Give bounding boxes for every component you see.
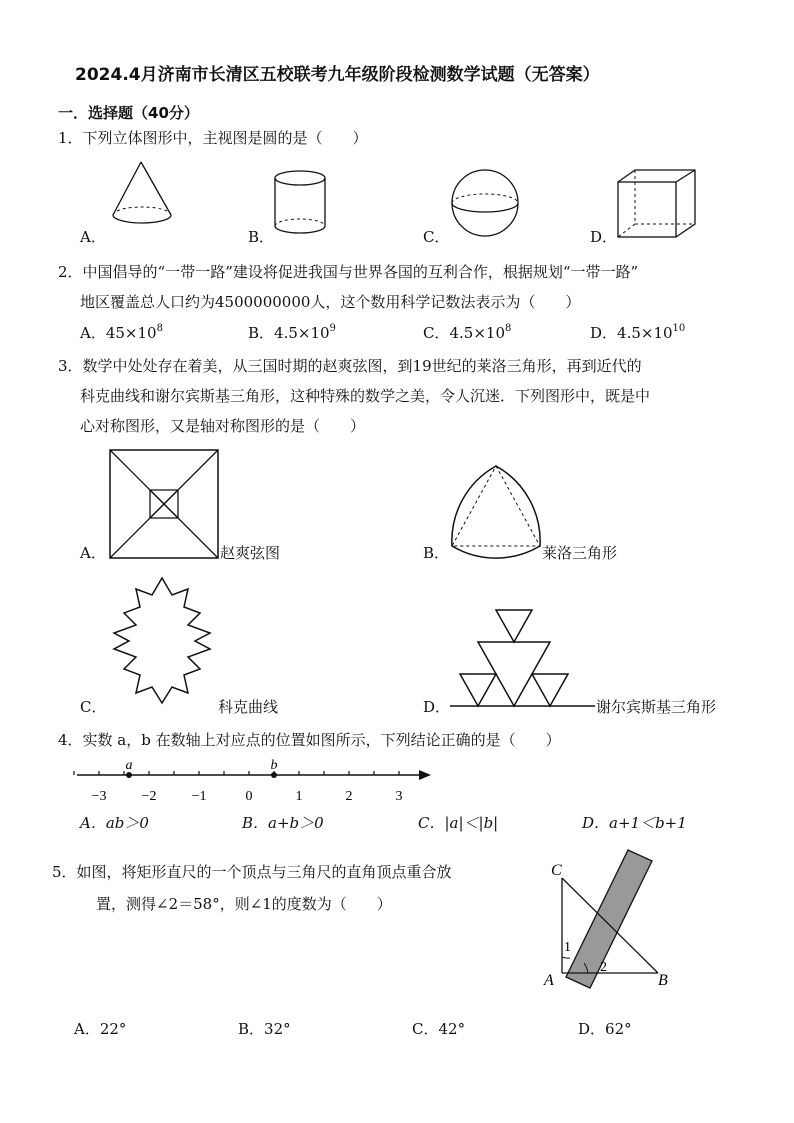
tick-label: −2: [141, 789, 157, 804]
q2-line2: 地区覆盖总人口约为4500000000人，这个数用科学记数法表示为（ ）: [80, 293, 581, 311]
q2-option-b[interactable]: B．$4.5\times 10^9$: [248, 323, 336, 342]
section-heading: 一．选择题（40分）: [58, 104, 199, 122]
q3-option-b[interactable]: B．: [423, 544, 450, 562]
q5-option-c[interactable]: C．42°: [412, 1020, 466, 1038]
label-b: B: [658, 972, 668, 989]
q1-option-c[interactable]: C．: [423, 228, 450, 246]
q4-stem: 4．实数 a，b 在数轴上对应点的位置如图所示，下列结论正确的是（ ）: [58, 731, 561, 749]
tick-label: −1: [191, 789, 207, 804]
q2-option-c[interactable]: C．$4.5\times 10^8$: [423, 323, 512, 342]
reuleaux-figure: [448, 460, 548, 560]
q3-caption-c: 科克曲线: [218, 698, 279, 716]
q1-option-d[interactable]: D．: [590, 228, 618, 246]
point-b-label: b: [270, 758, 278, 773]
q5-line1: 5．如图，将矩形直尺的一个顶点与三角尺的直角顶点重合放: [52, 863, 452, 881]
q3-option-a[interactable]: A．: [80, 544, 106, 562]
q2-option-a[interactable]: A．$45\times 10^8$: [80, 323, 163, 342]
q3-option-d[interactable]: D．: [423, 698, 451, 716]
label-c: C: [551, 862, 562, 879]
label-angle2: 2: [600, 960, 607, 975]
page-title: 2024.4月济南市长清区五校联考九年级阶段检测数学试题（无答案）: [75, 65, 600, 85]
q5-line2: 置，测得∠2＝58°，则∠1的度数为（ ）: [96, 895, 392, 913]
q1-option-a[interactable]: A．: [80, 228, 106, 246]
number-line: [75, 755, 435, 805]
q3-caption-d: 谢尔宾斯基三角形: [596, 698, 717, 716]
sphere-figure: [450, 168, 522, 240]
cylinder-figure: [270, 170, 336, 240]
q3-line3: 心对称图形，又是轴对称图形的是（ ）: [80, 417, 366, 435]
q5-option-d[interactable]: D．62°: [578, 1020, 632, 1038]
q4-option-a[interactable]: A．ab＞0: [80, 814, 149, 832]
label-angle1: 1: [564, 940, 571, 955]
q5-option-b[interactable]: B．32°: [238, 1020, 291, 1038]
koch-curve-figure: [100, 575, 225, 705]
q1-stem: 1．下列立体图形中，主视图是圆的是（ ）: [58, 129, 368, 147]
q3-caption-a: 赵爽弦图: [220, 544, 281, 562]
ruler-triangle-figure: [540, 845, 690, 995]
q3-line2: 科克曲线和谢尔宾斯基三角形，这种特殊的数学之美，令人沉迷．下列图形中，既是中: [80, 387, 651, 405]
q4-option-b[interactable]: B．a+b＞0: [242, 814, 324, 832]
tick-label: 0: [245, 789, 253, 804]
q3-option-c[interactable]: C．: [80, 698, 107, 716]
q2-line1: 2．中国倡导的“一带一路”建设将促进我国与世界各国的互利合作，根据规划“一带一路”: [58, 263, 639, 281]
tick-label: 1: [295, 789, 303, 804]
q3-line1: 3．数学中处处存在着美，从三国时期的赵爽弦图，到19世纪的莱洛三角形，再到近代的: [58, 357, 642, 375]
tick-label: 3: [395, 789, 403, 804]
cone-figure: [105, 160, 185, 230]
tick-label: −3: [91, 789, 107, 804]
tick-label: 2: [345, 789, 353, 804]
axis-arrow: [419, 770, 431, 780]
sierpinski-figure: [450, 608, 595, 708]
q4-option-d[interactable]: D．a+1＜b+1: [582, 814, 687, 832]
label-a: A: [544, 972, 554, 989]
q5-option-a[interactable]: A．22°: [74, 1020, 127, 1038]
q4-option-c[interactable]: C．|a|＜|b|: [418, 814, 499, 832]
zhao-shuang-figure: [108, 448, 220, 560]
q3-caption-b: 莱洛三角形: [542, 544, 618, 562]
q1-option-b[interactable]: B．: [248, 228, 275, 246]
cube-figure: [615, 168, 705, 240]
point-a-label: a: [125, 758, 133, 773]
q2-option-d[interactable]: D．$4.5\times 10^{10}$: [590, 323, 686, 342]
